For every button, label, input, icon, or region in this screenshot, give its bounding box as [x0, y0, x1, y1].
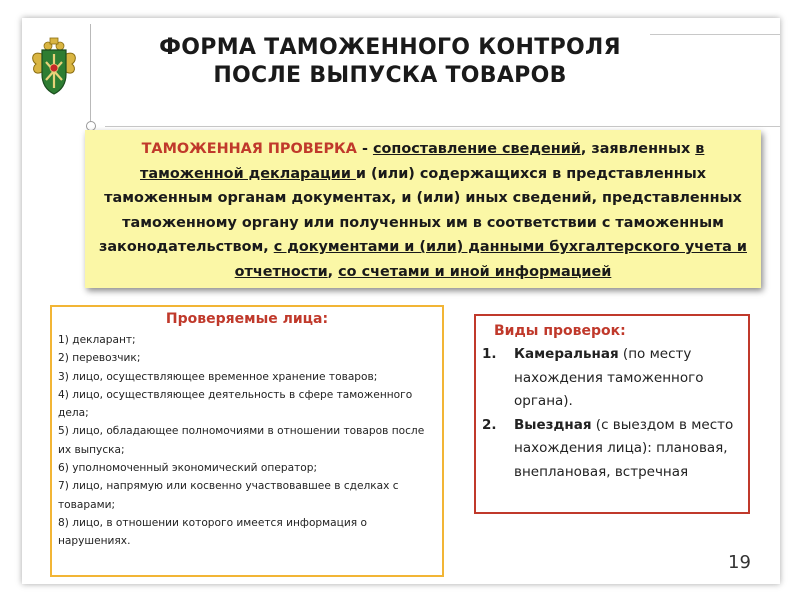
list-item: [482, 343, 742, 414]
audit-types-panel: [474, 314, 750, 514]
definition-box: [85, 130, 761, 288]
item-number: 2.: [482, 416, 497, 433]
list-item: 1) декларант;: [58, 334, 136, 346]
audit-type-name: Камеральная: [514, 346, 619, 362]
decor-vertical-line: [90, 24, 91, 134]
audit-types-heading: Виды проверок:: [494, 323, 626, 339]
definition-seg-3: в таможенной декларации: [140, 141, 705, 182]
audited-persons-heading: Проверяемые лица:: [165, 311, 329, 327]
title-line-1: ФОРМА ТАМОЖЕННОГО КОНТРОЛЯ: [159, 35, 621, 60]
list-item: 7) лицо, напрямую или косвенно участвовавшее в сделках с товарами;: [58, 480, 399, 511]
audited-persons-panel: [50, 305, 444, 577]
definition-seg-2: , заявленных: [580, 141, 696, 157]
list-item: 2) перевозчик;: [58, 352, 141, 365]
definition-seg-5: с документами и (или) данными бухгалтерского учета и отчетности: [234, 239, 747, 280]
definition-term: ТАМОЖЕННАЯ ПРОВЕРКА: [141, 141, 357, 157]
title-line-2: ПОСЛЕ ВЫПУСКА ТОВАРОВ: [213, 63, 567, 88]
definition-seg-7: со счетами и иной информацией: [338, 263, 612, 280]
audited-persons-list: [58, 331, 436, 551]
list-item: 6) уполномоченный экономический оператор;: [58, 462, 318, 475]
page-number: 19: [728, 552, 751, 573]
audit-type-name: Выездная: [514, 416, 592, 433]
audit-types-list: [482, 343, 742, 484]
definition-dash: -: [356, 141, 373, 157]
definition-seg-6: ,: [327, 263, 339, 280]
item-number: 1.: [482, 346, 497, 362]
slide-title: [110, 34, 670, 90]
list-item: 4) лицо, осуществляющее деятельность в сфере таможенного дела;: [58, 388, 413, 420]
list-item: 8) лицо, в отношении которого имеется информация о нарушениях.: [58, 516, 367, 548]
definition-seg-4: и (или) содержащихся в представленных таможенным органам документах, и (или) иных сведений, представленных таможенному органу или полученных им в соответствии с таможенным законодательством,: [98, 165, 742, 256]
list-item: 5) лицо, обладающее полномочиями в отношении товаров после их выпуска;: [58, 425, 425, 456]
customs-emblem-icon: [28, 36, 80, 96]
audit-type-desc: (по месту нахождения таможенного органа).: [514, 346, 704, 409]
list-item: 3) лицо, осуществляющее временное хранение товаров;: [58, 370, 378, 383]
decor-mid-line: [105, 126, 780, 127]
definition-seg-1: сопоставление сведений: [372, 141, 581, 157]
audit-type-desc: (с выездом в место нахождения лица): плановая, внеплановая, встречная: [514, 416, 734, 480]
list-item: [482, 414, 742, 485]
